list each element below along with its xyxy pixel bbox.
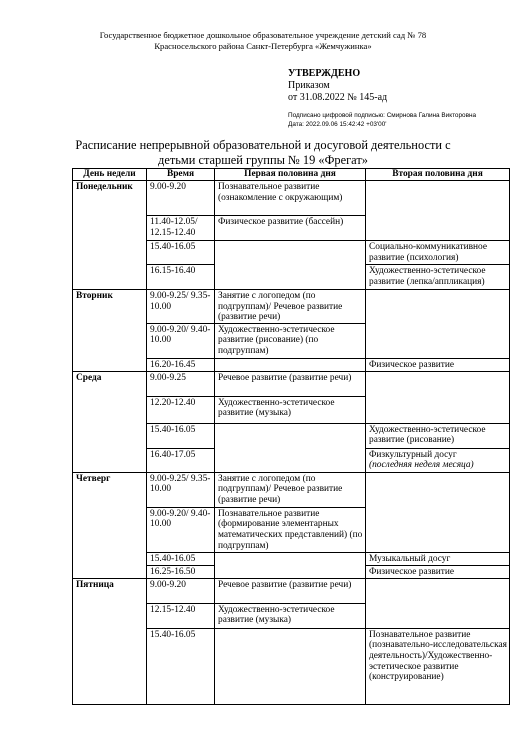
second-half-cell: Художественно-эстетическое развитие (лепка/аппликация): [366, 265, 510, 290]
time-cell: 16.20-16.45: [147, 358, 215, 371]
first-half-cell: Речевое развитие (развитие речи): [215, 371, 366, 396]
second-half-cell: [366, 371, 510, 423]
first-half-cell: [215, 628, 366, 704]
table-row: [73, 371, 510, 396]
day-cell: Среда: [73, 371, 147, 472]
table-row: [73, 578, 510, 603]
time-cell: 12.20-12.40: [147, 396, 215, 423]
title-line-1: Расписание непрерывной образовательной и досуговой деятельности с: [75, 138, 451, 152]
first-half-cell: [215, 552, 366, 578]
time-cell: 16.40-17.05: [147, 448, 215, 472]
second-half-cell: Физическое развитие: [366, 358, 510, 371]
second-half-cell: Музыкальный досуг: [366, 552, 510, 565]
column-header-second-half: Вторая половина дня: [366, 169, 510, 181]
time-cell: 9.00-9.20: [147, 578, 215, 603]
second-half-cell: Художественно-эстетическое развитие (рисование): [366, 423, 510, 448]
first-half-cell: Художественно-эстетическое развитие (музыка): [215, 603, 366, 628]
time-cell: 12.15-12.40: [147, 603, 215, 628]
second-half-cell: Социально-коммуникативное развитие (психология): [366, 241, 510, 265]
column-header-first-half: Первая половина дня: [215, 169, 366, 181]
schedule-table: [72, 168, 510, 705]
institution-name: Государственное бюджетное дошкольное образовательное учреждение детский сад № 78: [99, 30, 427, 40]
table-row: [73, 472, 510, 507]
leisure-note: (последняя неделя месяца): [369, 460, 474, 471]
second-half-cell: [366, 181, 510, 241]
time-cell: 9.00-9.20/ 9.40-10.00: [147, 507, 215, 552]
first-half-cell: Занятие с логопедом (по подгруппам)/ Речевое развитие (развитие речи): [215, 472, 366, 507]
time-cell: 16.25-16.50: [147, 565, 215, 578]
column-header-time: Время: [147, 169, 215, 181]
first-half-cell: Художественно-эстетическое развитие (рисование) (по подгруппам): [215, 323, 366, 358]
time-cell: 11.40-12.05/ 12.15-12.40: [147, 216, 215, 241]
signature-signer: Подписано цифровой подписью: Смирнова Галина Викторовна: [288, 112, 477, 119]
first-half-cell: Познавательное развитие (формирование элементарных математических представлений) (по подгруппам): [215, 507, 366, 552]
time-cell: 9.00-9.20: [147, 181, 215, 216]
time-cell: 15.40-16.05: [147, 552, 215, 565]
signature-date: Дата: 2022.09.06 15:42:42 +03'00': [288, 120, 387, 128]
first-half-cell: [215, 358, 366, 371]
day-cell: Вторник: [73, 290, 147, 372]
approval-order-ref: от 31.08.2022 № 145-ад: [288, 92, 388, 103]
page-title: [0, 138, 526, 168]
day-cell: Понедельник: [73, 181, 147, 290]
institution-district: Красносельского района Санкт-Петербурга «Жемчужинка»: [154, 41, 372, 51]
approval-title: УТВЕРЖДЕНО: [288, 68, 361, 79]
second-half-cell: [366, 290, 510, 359]
time-cell: 9.00-9.25/ 9.35-10.00: [147, 472, 215, 507]
time-cell: 15.40-16.05: [147, 423, 215, 448]
first-half-cell: Познавательное развитие (ознакомление с окружающим): [215, 181, 366, 216]
first-half-cell: Речевое развитие (развитие речи): [215, 578, 366, 603]
second-half-cell: Физическое развитие: [366, 565, 510, 578]
first-half-cell: [215, 423, 366, 472]
time-cell: 9.00-9.25/ 9.35-10.00: [147, 290, 215, 324]
approval-order: Приказом: [288, 80, 330, 91]
table-row: [73, 181, 510, 216]
time-cell: 15.40-16.05: [147, 241, 215, 265]
first-half-cell: Занятие с логопедом (по подгруппам)/ Речевое развитие (развитие речи): [215, 290, 366, 324]
second-half-cell: [366, 448, 510, 472]
day-cell: Пятница: [73, 578, 147, 704]
leisure-activity: Физкультурный досуг: [369, 449, 457, 460]
first-half-cell: Художественно-эстетическое развитие (музыка): [215, 396, 366, 423]
time-cell: 16.15-16.40: [147, 265, 215, 290]
table-header-row: [73, 169, 510, 181]
first-half-cell: [215, 241, 366, 290]
second-half-cell: Познавательное развитие (познавательно-исследовательская деятельность)/Художественно-эстетическое развитие (конструирование): [366, 628, 510, 704]
title-line-2: детьми старшей группы № 19 «Фрегат»: [158, 153, 368, 167]
time-cell: 9.00-9.20/ 9.40-10.00: [147, 323, 215, 358]
time-cell: 9.00-9.25: [147, 371, 215, 396]
day-cell: Четверг: [73, 472, 147, 578]
approval-block: [288, 68, 387, 104]
column-header-day: День недели: [73, 169, 147, 181]
institution-header: [0, 30, 526, 52]
second-half-cell: [366, 578, 510, 628]
time-cell: 15.40-16.05: [147, 628, 215, 704]
digital-signature: [288, 112, 476, 129]
table-row: [73, 290, 510, 324]
first-half-cell: Физическое развитие (бассейн): [215, 216, 366, 241]
second-half-cell: [366, 472, 510, 552]
